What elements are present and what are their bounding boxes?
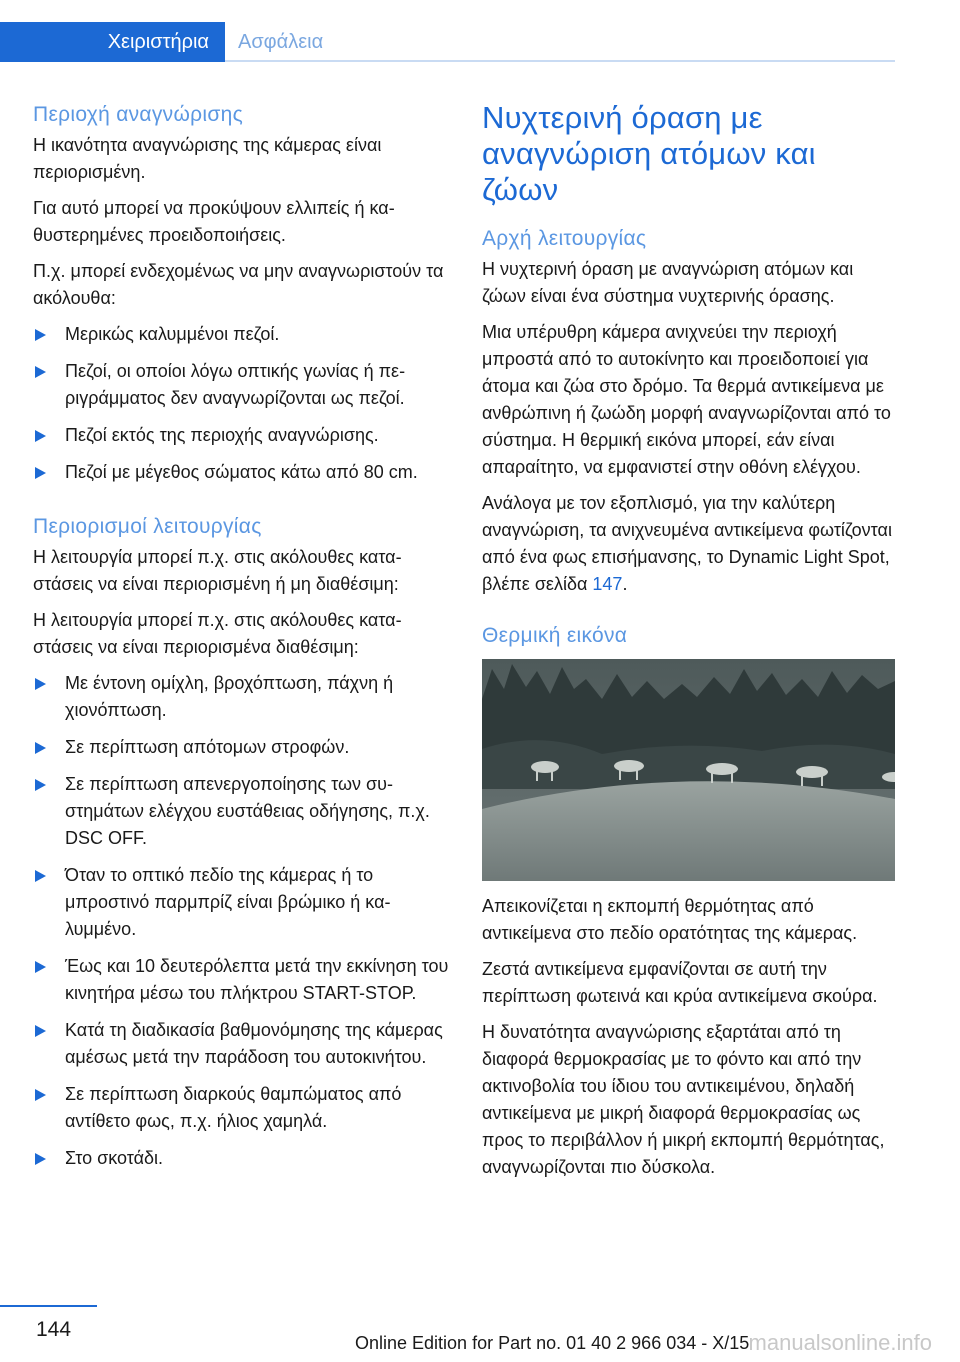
list-item: Σε περίπτωση απενεργοποίησης των συστημάτων ελέγχου ευστάθειας οδήγησης, π.χ. DSC OFF. — [33, 771, 453, 852]
triangle-bullet-icon — [35, 1153, 46, 1165]
paragraph: Η λειτουργία μπορεί π.χ. στις ακόλουθες καταστάσεις να είναι περιορισμένα διαθέσιμη: — [33, 610, 402, 657]
paragraph: Ανάλογα με τον εξοπλισμό, για την καλύτερη αναγνώριση, τα ανιχνευμένα αντικείμενα φωτίζονται από ένα φως επισήμανσης, το Dynamic Light Spot, βλέπε σελίδα 147. — [482, 493, 892, 594]
list-item: Σε περίπτωση απότομων στροφών. — [33, 734, 453, 761]
list-item: Με έντονη ομίχλη, βροχόπτωση, πάχνη ή χιονόπτωση. — [33, 670, 453, 724]
thermal-image-heading: Θερμική εικόνα — [482, 624, 628, 647]
paragraph: Η λειτουργία μπορεί π.χ. στις ακόλουθες καταστάσεις να είναι περιορισμένη ή μη διαθέσιμη: — [33, 547, 402, 594]
triangle-bullet-icon — [35, 430, 46, 442]
page-number: 144 — [36, 1318, 72, 1341]
function-limits-heading: Περιορισμοί λειτουργίας — [33, 515, 262, 538]
paragraph: Η ικανότητα αναγνώρισης της κάμερας είναι περιορισμένη. — [33, 135, 382, 182]
list-item: Πεζοί με μέγεθος σώματος κάτω από 80 cm. — [33, 459, 453, 486]
detection-range-heading: Περιοχή αναγνώρισης — [33, 103, 244, 126]
right-column — [482, 100, 897, 1190]
list-item: Στο σκοτάδι. — [33, 1145, 453, 1172]
paragraph: Ζεστά αντικείμενα εμφανίζονται σε αυτή την περίπτωση φωτεινά και κρύα αντικείμενα σκούρα. — [482, 959, 878, 1006]
triangle-bullet-icon — [35, 742, 46, 754]
list-item: Κατά τη διαδικασία βαθμονόμησης της κάμερας αμέσως μετά την παράδοση του αυτοκινήτου. — [33, 1017, 453, 1071]
list-item: Πεζοί, οι οποίοι λόγω οπτικής γωνίας ή περιγράμματος δεν αναγνωρίζονται ως πεζοί. — [33, 358, 453, 412]
triangle-bullet-icon — [35, 329, 46, 341]
list-item: Όταν το οπτικό πεδίο της κάμερας ή το μπροστινό παρμπρίζ είναι βρώμικο ή καλυμμένο. — [33, 862, 453, 943]
triangle-bullet-icon — [35, 870, 46, 882]
footer-accent-line — [0, 1305, 97, 1307]
paragraph: Για αυτό μπορεί να προκύψουν ελλιπείς ή καθυστερημένες προειδοποιήσεις. — [33, 198, 395, 245]
list-item: Πεζοί εκτός της περιοχής αναγνώρισης. — [33, 422, 453, 449]
triangle-bullet-icon — [35, 779, 46, 791]
triangle-bullet-icon — [35, 366, 46, 378]
principle-heading: Αρχή λειτουργίας — [482, 227, 647, 250]
page-reference-link[interactable]: 147 — [592, 574, 623, 594]
triangle-bullet-icon — [35, 678, 46, 690]
watermark: manualsonline.info — [748, 1330, 932, 1355]
detection-limits-list — [33, 321, 453, 486]
paragraph: Η δυνατότητα αναγνώρισης εξαρτάται από τη διαφορά θερμοκρασίας με το φόντο και από την ακτινοβολία του ίδιου του αντικειμένου, δηλαδή αντικείμενα με μικρή διαφορά θερμοκρασίας ως προς το περιβάλλον ή μικρή εκπομπή θερμότητας, αναγνωρίζονται πιο δύσκολα. — [482, 1022, 885, 1177]
paragraph: Απεικονίζεται η εκπομπή θερμότητας από αντικείμενα στο πεδίο ορατότητας της κάμερας. — [482, 896, 858, 943]
list-item: Έως και 10 δευτερόλεπτα μετά την εκκίνηση του κινητήρα μέσω του πλήκτρου START-STOP. — [33, 953, 453, 1007]
tab-controls[interactable]: Χειριστήρια — [0, 22, 225, 62]
edition-footer: Online Edition for Part no. 01 40 2 966 034 - X/15 — [355, 1333, 750, 1353]
list-item: Σε περίπτωση διαρκούς θαμπώματος από αντίθετο φως, π.χ. ήλιος χαμηλά. — [33, 1081, 453, 1135]
paragraph: Η νυχτερινή όραση με αναγνώριση ατόμων και ζώων είναι ένα σύστημα νυχτερινής όρασης. — [482, 259, 854, 306]
tab-safety[interactable]: Ασφάλεια — [238, 31, 324, 53]
paragraph: Π.χ. μπορεί ενδεχομένως να μην αναγνωριστούν τα ακόλουθα: — [33, 261, 444, 308]
tab-underline — [225, 60, 895, 62]
triangle-bullet-icon — [35, 961, 46, 973]
left-column — [33, 100, 453, 1184]
triangle-bullet-icon — [35, 1089, 46, 1101]
triangle-bullet-icon — [35, 1025, 46, 1037]
night-vision-title: Νυχτερινή όραση με αναγνώριση ατόμων και ζώων — [482, 100, 816, 207]
paragraph: Μια υπέρυθρη κάμερα ανιχνεύει την περιοχή μπροστά από το αυτοκίνητο και προειδοποιεί για άτομα και ζώα στο δρόμο. Τα θερμά αντικείμενα με ανθρώπινη ή ζωώδη μορφή αναγνωρίζονται από το σύστημα. Η θερμική εικόνα μπορεί, εάν είναι απαραίτητο, να εμφανιστεί στην οθόνη ελέγχου. — [482, 322, 891, 477]
list-item: Μερικώς καλυμμένοι πεζοί. — [33, 321, 453, 348]
triangle-bullet-icon — [35, 467, 46, 479]
top-tab-bar — [0, 0, 960, 62]
thermal-image — [482, 659, 895, 881]
function-limits-list — [33, 670, 453, 1172]
